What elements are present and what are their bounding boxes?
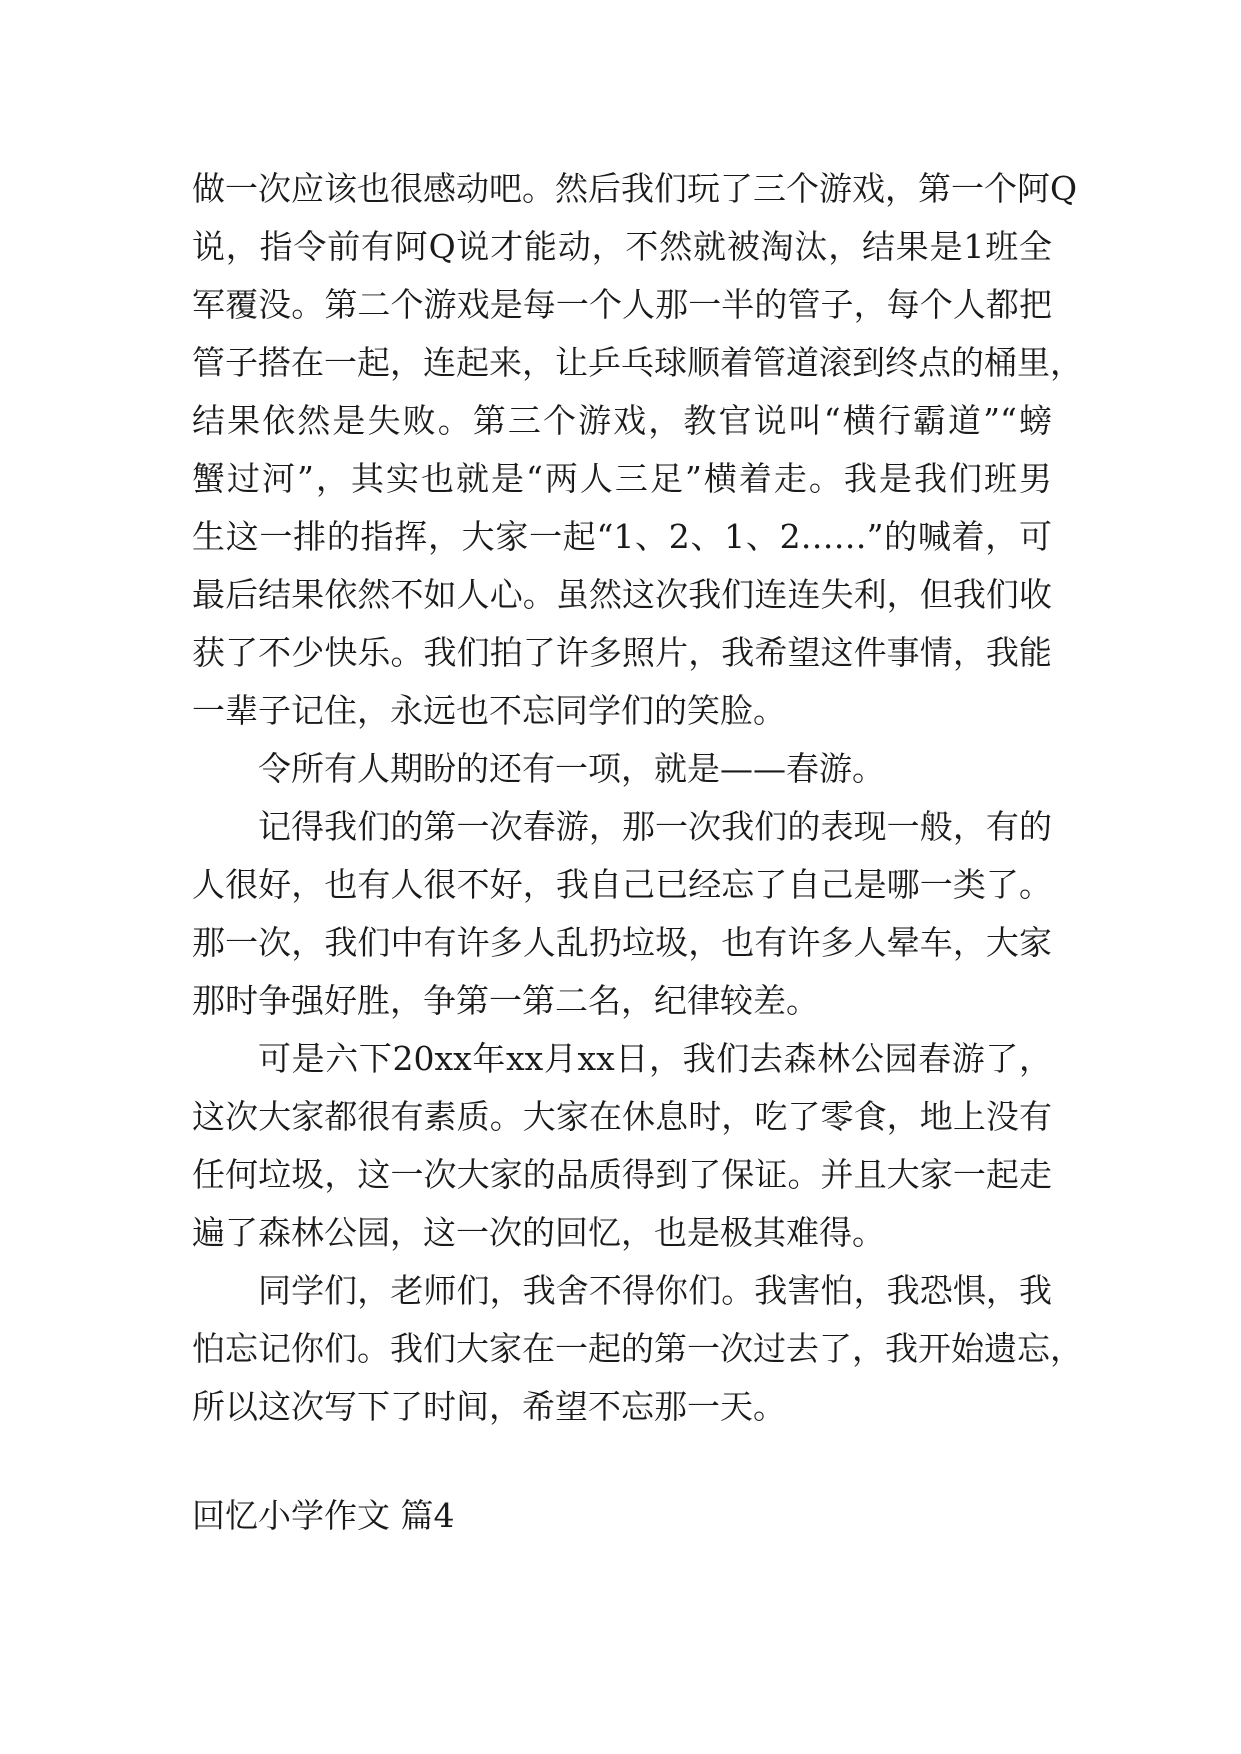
text-line: 最后结果依然不如人心。虽然这次我们连连失利，但我们收 xyxy=(192,575,1052,614)
text-line: 令所有人期盼的还有一项，就是——春游。 xyxy=(258,749,885,788)
text-line: 结果依然是失败。第三个游戏，教官说叫“横行霸道”“螃 xyxy=(192,401,1052,440)
text-line: 可是六下20xx年xx月xx日，我们去森林公园春游了， xyxy=(258,1039,1052,1078)
paragraph-farewell xyxy=(192,1262,1083,1436)
text-line: 记得我们的第一次春游，那一次我们的表现一般，有的 xyxy=(258,807,1052,846)
text-line: 蟹过河”，其实也就是“两人三足”横着走。我是我们班男 xyxy=(192,459,1052,498)
text-line: 同学们，老师们，我舍不得你们。我害怕，我恐惧，我 xyxy=(258,1271,1052,1310)
text-line: 这次大家都很有素质。大家在休息时，吃了零食，地上没有 xyxy=(192,1097,1052,1136)
essay-body xyxy=(192,160,1083,1436)
text-line: 任何垃圾，这一次大家的品质得到了保证。并且大家一起走 xyxy=(192,1155,1052,1194)
text-line: 生这一排的指挥，大家一起“1、2、1、2……”的喊着，可 xyxy=(192,517,1052,556)
text-line: 说，指令前有阿Q说才能动，不然就被淘汰，结果是1班全 xyxy=(192,227,1052,266)
text-line: 怕忘记你们。我们大家在一起的第一次过去了，我开始遗忘， xyxy=(192,1329,1083,1368)
paragraph-forest-park xyxy=(192,1030,1052,1262)
text-line: 那时争强好胜，争第一第二名，纪律较差。 xyxy=(192,981,819,1020)
text-line: 获了不少快乐。我们拍了许多照片，我希望这件事情，我能 xyxy=(192,633,1052,672)
text-line: 管子搭在一起，连起来，让乒乓球顺着管道滚到终点的桶里， xyxy=(192,343,1083,382)
paragraph-first-outing xyxy=(192,798,1052,1030)
text-line: 做一次应该也很感动吧。然后我们玩了三个游戏，第一个阿Q xyxy=(192,169,1078,208)
text-line: 军覆没。第二个游戏是每一个人那一半的管子，每个人都把 xyxy=(192,285,1052,324)
paragraph-spring-outing-intro xyxy=(192,740,1052,798)
text-line: 所以这次写下了时间，希望不忘那一天。 xyxy=(192,1387,786,1426)
text-line: 遍了森林公园，这一次的回忆，也是极其难得。 xyxy=(192,1213,885,1252)
text-line: 一辈子记住，永远也不忘同学们的笑脸。 xyxy=(192,691,786,730)
paragraph-games xyxy=(192,160,1083,740)
text-line: 那一次，我们中有许多人乱扔垃圾，也有许多人晕车，大家 xyxy=(192,923,1052,962)
text-line: 人很好，也有人很不好，我自己已经忘了自己是哪一类了。 xyxy=(192,865,1052,904)
section-heading: 回忆小学作文 篇4 xyxy=(192,1496,455,1535)
